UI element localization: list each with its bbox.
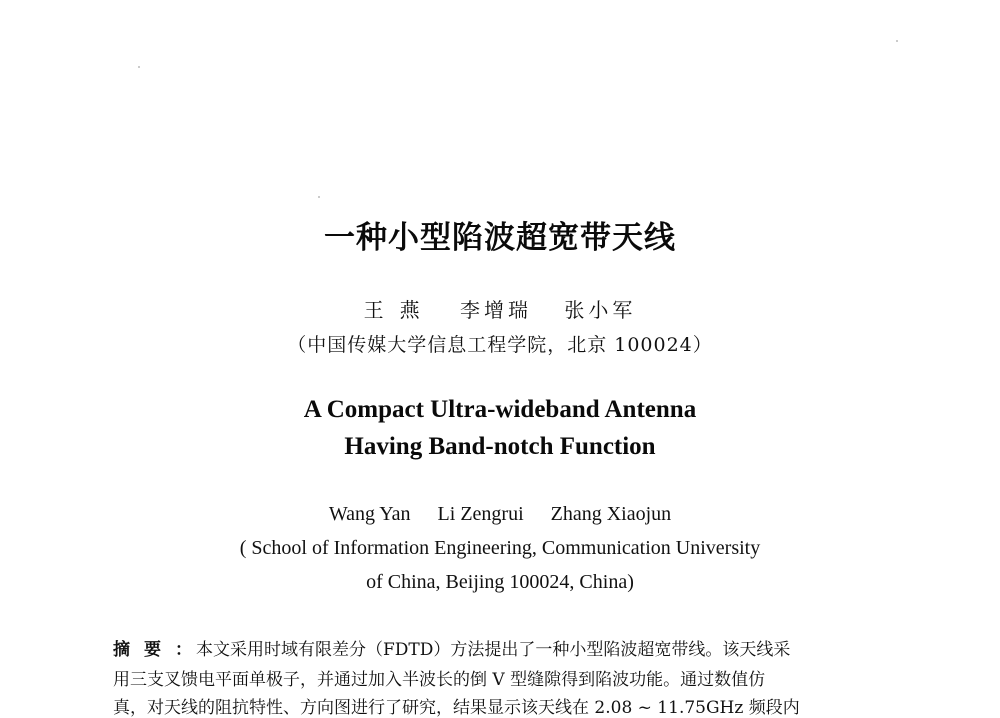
author-en-2: Li Zengrui	[437, 503, 524, 525]
affiliation-chinese: （中国传媒大学信息工程学院，北京 100024）	[287, 334, 713, 356]
abstract-text-2: 用三支叉馈电平面单极子，并通过加入半波长的倒 V 型缝隙得到陷波功能。通过数值仿	[113, 670, 766, 690]
scan-speck	[138, 66, 140, 68]
scan-speck	[318, 196, 320, 198]
scan-speck	[896, 40, 898, 42]
author-cn-2: 李增瑞	[460, 298, 532, 322]
abstract-line-2	[113, 665, 893, 690]
abstract-text-3: 真，对天线的阻抗特性、方向图进行了研究，结果显示该天线在 2.08 ~ 11.75GHz 频段内	[113, 698, 800, 718]
paper-title-chinese: 一种小型陷波超宽带天线	[324, 220, 676, 256]
affiliation-english-line2: of China, Beijing 100024, China)	[366, 571, 634, 593]
abstract-text-1: 本文采用时域有限差分（FDTD）方法提出了一种小型陷波超宽带线。该天线采	[196, 640, 791, 660]
abstract-line-1	[113, 635, 893, 660]
authors-chinese	[0, 294, 1000, 323]
paper-title-english-line2: Having Band-notch Function	[344, 433, 656, 460]
author-cn-3: 张小军	[564, 298, 637, 322]
author-en-3: Zhang Xiaojun	[550, 503, 672, 525]
affiliation-english-line1: ( School of Information Engineering, Communication University	[239, 537, 761, 559]
abstract-colon: ：	[175, 640, 192, 660]
authors-english	[0, 503, 1000, 526]
author-cn-1: 王燕	[363, 298, 436, 322]
paper-title-english-line1: A Compact Ultra-wideband Antenna	[303, 396, 697, 423]
abstract-label: 摘要	[113, 640, 175, 660]
author-en-1: Wang Yan	[328, 503, 411, 525]
